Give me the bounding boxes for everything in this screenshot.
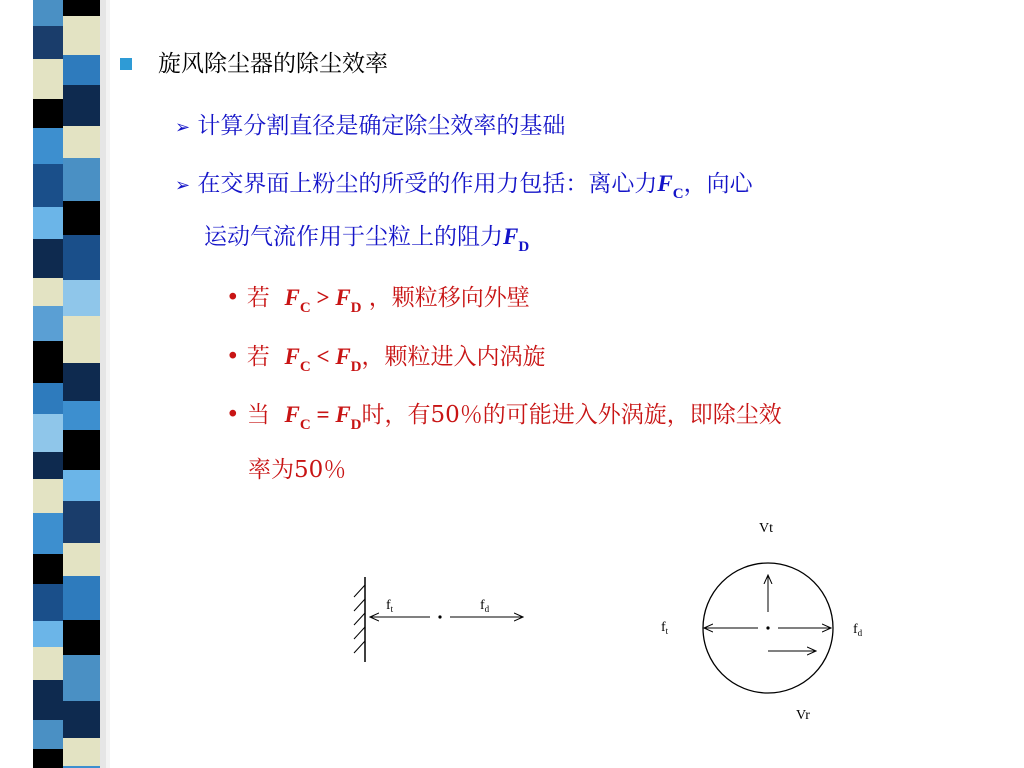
if-text: 若 xyxy=(246,285,270,311)
symbol-F: F xyxy=(284,285,300,310)
gt-sign: > xyxy=(310,285,336,310)
left-particle-dot xyxy=(438,615,441,618)
symbol-sub-D: D xyxy=(350,300,362,316)
symbol-F: F xyxy=(335,402,351,427)
symbol-F: F xyxy=(284,344,300,369)
title-bullet xyxy=(120,58,132,70)
symbol-sub-C: C xyxy=(299,300,311,316)
symbol-sub-C: C xyxy=(299,417,311,433)
when-text: 当 xyxy=(246,402,270,428)
force-diagram xyxy=(330,505,890,735)
symbol-sub-D: D xyxy=(518,239,530,255)
case-3-text: 时，有50％的可能进入外涡旋，即除尘效 xyxy=(361,402,782,428)
sub-point-3-line-2: 率为50％ xyxy=(248,457,347,483)
if-text: 若 xyxy=(246,344,270,370)
left-fd-label: $f_d$ xyxy=(480,598,490,614)
case-1-text: ，颗粒移向外壁 xyxy=(361,285,530,311)
dot-bullet-icon: • xyxy=(226,402,240,428)
vr-label: Vr xyxy=(796,708,810,723)
symbol-sub-C: C xyxy=(672,186,684,202)
sub-point-1 xyxy=(226,283,530,323)
dot-bullet-icon: • xyxy=(226,344,240,370)
sub-point-3 xyxy=(226,400,782,440)
slide-title: 旋风除尘器的除尘效率 xyxy=(158,51,388,77)
right-ft-label: $f_t$ xyxy=(661,620,669,636)
point-2-text: 在交界面上粉尘的所受的作用力包括：离心力 xyxy=(197,171,658,197)
eq-sign: = xyxy=(310,402,336,427)
dot-bullet-icon: • xyxy=(226,285,240,311)
symbol-F: F xyxy=(657,171,673,196)
point-1-text: 计算分割直径是确定除尘效率的基础 xyxy=(197,113,566,139)
lt-sign: < xyxy=(310,344,336,369)
right-fd-label: $f_d$ xyxy=(853,622,863,638)
symbol-F: F xyxy=(503,224,519,249)
symbol-F: F xyxy=(335,344,351,369)
symbol-sub-D: D xyxy=(350,417,362,433)
arrow-bullet-icon: ➢ xyxy=(175,117,191,138)
symbol-sub-C: C xyxy=(299,359,311,375)
symbol-F: F xyxy=(335,285,351,310)
case-2-text: ，颗粒进入内涡旋 xyxy=(361,344,546,370)
symbol-sub-D: D xyxy=(350,359,362,375)
left-ft-label: $f_t$ xyxy=(386,598,394,614)
arrow-bullet-icon: ➢ xyxy=(175,175,191,196)
decorative-sidebar xyxy=(0,0,120,768)
sub-point-2 xyxy=(226,342,546,382)
point-2-line-2-text: 运动气流作用于尘粒上的阻力 xyxy=(204,224,503,250)
right-particle-dot xyxy=(766,626,769,629)
point-2-tail: ，向心 xyxy=(683,171,753,197)
point-2 xyxy=(175,169,753,209)
wall-icon xyxy=(354,577,365,662)
point-1 xyxy=(175,111,565,143)
point-2-line-2 xyxy=(204,222,529,262)
vt-label: Vt xyxy=(759,521,773,536)
symbol-F: F xyxy=(284,402,300,427)
